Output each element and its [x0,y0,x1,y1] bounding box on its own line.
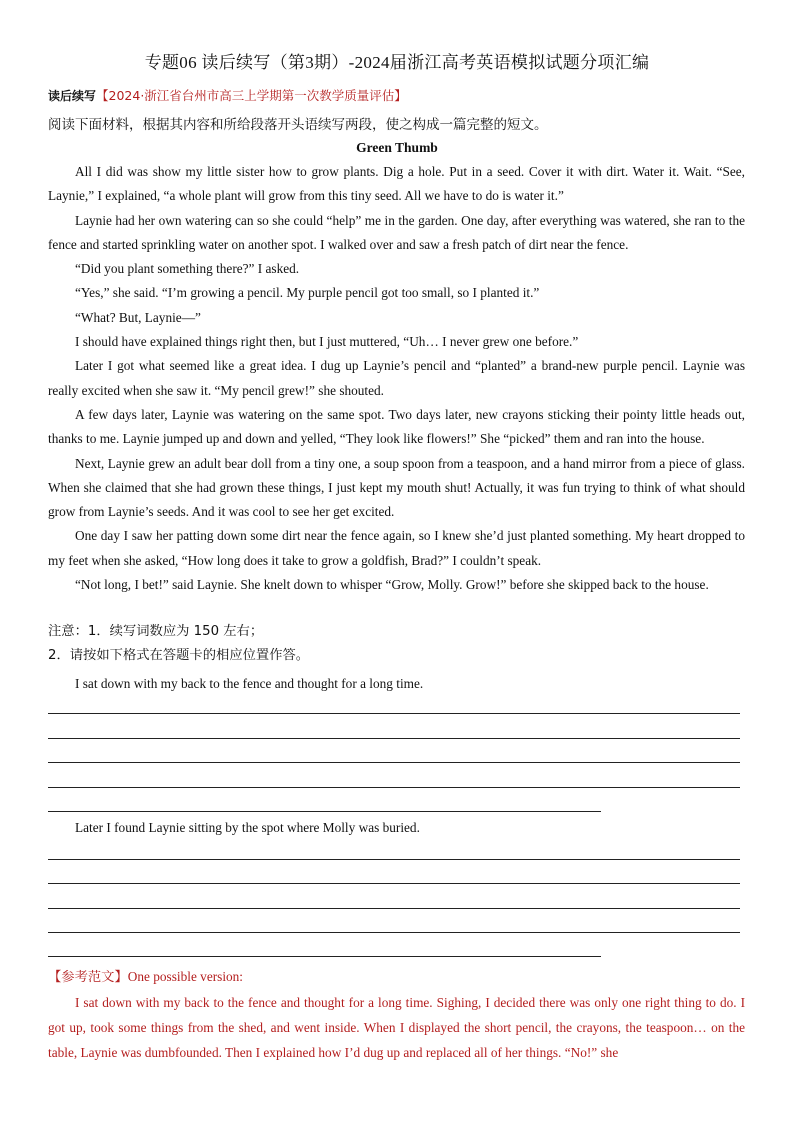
answer-line[interactable] [48,883,740,884]
answer-line[interactable] [48,956,601,957]
paragraph-opener-1: I sat down with my back to the fence and thought for a long time. [75,676,424,691]
reference-text: I sat down with my back to the fence and thought for a long time. Sighing, I decided there was only one right thing to do. I got up, took some things from the shed, and went inside. When I displayed the short pencil, the crayons, the teaspoon… on the table, Laynie was dumbfounded. Then I explained how I’d dug up and replaced all of her things. “No!” she [48,995,745,1060]
story-body [48,160,745,597]
story-paragraph: “What? But, Laynie—” [75,309,201,325]
story-paragraph: All I did was show my little sister how to grow plants. Dig a hole. Put in a seed. Cover it with dirt. Water it. Wait. “See, Laynie,” I explained, “a whole plant will grow from this tiny seed. All we have to do is water it.” [48,164,745,204]
story-paragraph: “Did you plant something there?” I asked. [75,261,300,277]
answer-line[interactable] [48,859,740,860]
source-citation: 【2024·浙江省台州市高三上学期第一次教学质量评估】 [96,88,407,103]
note-line-2: 2．请按如下格式在答题卡的相应位置作答。 [48,648,310,663]
paragraph-opener-2: Later I found Laynie sitting by the spot where Molly was buried. [75,820,420,835]
story-paragraph: “Not long, I bet!” said Laynie. She knelt down to whisper “Grow, Molly. Grow!” before she skipped back to the house. [75,577,709,593]
page-title: 专题06 读后续写（第3期）-2024届浙江高考英语模拟试题分项汇编 [144,53,650,72]
answer-line[interactable] [48,738,740,739]
reference-answer [48,964,745,1065]
answer-line[interactable] [48,713,740,714]
story-paragraph: A few days later, Laynie was watering on the same spot. Two days later, new crayons sticking their pointy little heads out, thanks to me. Laynie jumped up and down and yelled, “They look like flowers!” She “picked” them and ran into the house. [48,406,745,447]
story-paragraph: Later I got what seemed like a great idea. I dug up Laynie’s pencil and “planted” a brand-new purple pencil. Laynie was really excited when she saw it. “My pencil grew!” she shouted. [48,358,745,398]
notes [48,620,309,668]
story-paragraph: One day I saw her patting down some dirt near the fence again, so I knew she’d just planted something. My heart dropped to my feet when she asked, “How long does it take to grow a goldfish, Brad?” I couldn’t speak. [48,528,745,568]
answer-line[interactable] [48,811,601,812]
story-paragraph: I should have explained things right then, but I just muttered, “Uh… I never grew one before.” [75,334,579,350]
story-paragraph: Laynie had her own watering can so she could “help” me in the garden. One day, after everything was watered, she ran to the fence and started sprinkling water on another spot. I walked over and saw a fresh patch of dirt near the fence. [48,212,745,252]
story-title: Green Thumb [356,140,438,155]
answer-line[interactable] [48,908,740,909]
section-label: 读后续写 [48,89,97,103]
task-instruction: 阅读下面材料，根据其内容和所给段落开头语续写两段，使之构成一篇完整的短文。 [48,117,548,133]
reference-heading [48,964,745,990]
note-line-1: 注意：1．续写词数应为 150 左右； [48,624,264,639]
answer-line[interactable] [48,762,740,763]
answer-line[interactable] [48,932,740,933]
story-paragraph: Next, Laynie grew an adult bear doll from a tiny one, a soup spoon from a teaspoon, and a hand mirror from a piece of glass. When she claimed that she had grown these things, I just kept my mouth shut! Actually, it was fun trying to think of what should grow from Laynie’s seeds. And it was cool to see her get excited. [48,455,745,520]
answer-line[interactable] [48,787,740,788]
source-line [48,86,407,104]
story-paragraph: “Yes,” she said. “I’m growing a pencil. My purple pencil got too small, so I planted it.” [75,285,540,301]
reference-label-suffix: One possible version: [127,969,244,984]
reference-label: 【参考范文】 [48,970,128,985]
